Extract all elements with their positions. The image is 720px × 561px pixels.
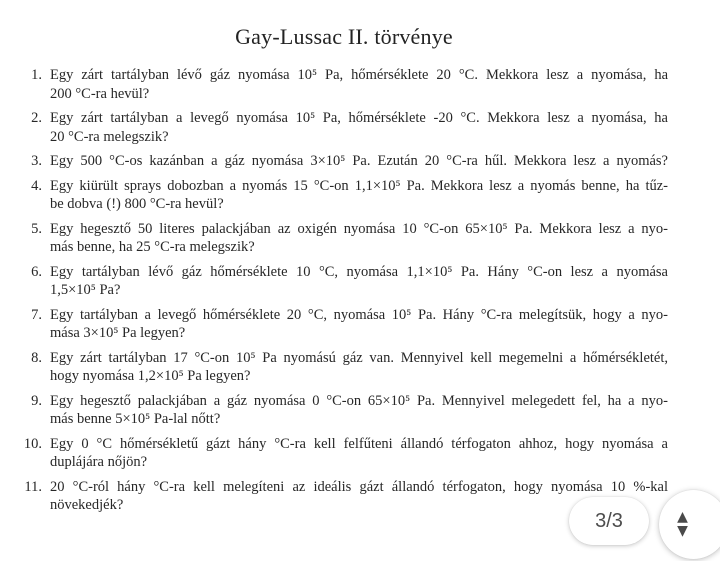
problem-number: 7. [31, 306, 42, 323]
problem-item-10 [0, 435, 668, 472]
problem-text-line: Egy zárt tartályban 17 °C-on 10⁵ Pa nyomású gáz van. Mennyivel kell megemelni a hőmérsékletét, [50, 349, 668, 366]
problem-item-2 [0, 109, 668, 146]
problem-number: 11. [24, 478, 42, 495]
problem-text-line: mása 3×10⁵ Pa legyen? [50, 325, 186, 341]
problem-number: 3. [31, 153, 42, 169]
problem-text-line: Egy 500 °C-os kazánban a gáz nyomása 3×10⁵ Pa. Ezután 20 °C-ra hűl. Mekkora lesz a nyomás? [50, 153, 668, 169]
problem-text-line: növekedjék? [50, 497, 124, 513]
problem-text [50, 392, 668, 429]
problem-item-5 [0, 220, 668, 257]
problem-text [50, 152, 668, 171]
problem-text-line: Egy 0 °C hőmérsékletű gázt hány °C-ra kell felfűteni állandó térfogaton ahhoz, hogy nyomása a [50, 435, 668, 452]
problem-number: 6. [31, 263, 42, 280]
problem-text [50, 220, 668, 257]
problem-text-line: hogy nyomása 1,2×10⁵ Pa legyen? [50, 368, 251, 384]
page-indicator-label: 3/3 [595, 509, 623, 532]
problem-number: 2. [31, 110, 42, 126]
problem-text [50, 306, 668, 343]
problem-text-line: Egy hegesztő 50 literes palackjában az oxigén nyomása 10 °C-on 65×10⁵ Pa. Mekkora lesz a nyo- [50, 220, 668, 237]
problem-text-line: 1,5×10⁵ Pa? [50, 282, 121, 298]
problem-text-line: más benne 5×10⁵ Pa-lal nőtt? [50, 411, 221, 427]
problem-list [0, 66, 668, 515]
problem-number: 4. [31, 177, 42, 194]
problem-text-line: más benne, ha 25 °C-ra melegszik? [50, 239, 255, 255]
problem-text [50, 263, 668, 300]
problem-text-line: 20 °C-ról hány °C-ra kell melegíteni az ideális gázt állandó térfogaton, hogy nyomása 10 %-kal [50, 478, 668, 495]
problem-item-7 [0, 306, 668, 343]
problem-text-line: 20 °C-ra melegszik? [50, 128, 169, 145]
problem-text-line: 200 °C-ra hevül? [50, 85, 150, 102]
problem-text-line: Egy tartályban a levegő hőmérséklete 20 °C, nyomása 10⁵ Pa. Hány °C-ra melegítsük, hogy a nyo- [50, 306, 668, 323]
problem-number: 5. [31, 220, 42, 237]
problem-text-line: Egy kiürült sprays dobozban a nyomás 15 °C-on 1,1×10⁵ Pa. Mekkora lesz a nyomás benne, ha tűz- [50, 177, 668, 194]
problem-text-line: duplájára nőjön? [50, 454, 148, 470]
problem-text-line: be dobva (!) 800 °C-ra hevül? [50, 196, 224, 212]
problem-number: 10. [23, 435, 42, 452]
page-title: Gay-Lussac II. törvénye [235, 24, 453, 49]
problem-number: 9. [31, 392, 42, 409]
problem-item-9 [0, 392, 668, 429]
scroll-up-icon: ▲ [677, 509, 688, 525]
problem-text-line: Egy zárt tartályban lévő gáz nyomása 10⁵ Pa, hőmérséklete 20 °C. Mekkora lesz a nyomása, ha [50, 67, 668, 83]
problem-text-line: Egy hegesztő palackjában a gáz nyomása 0 °C-on 65×10⁵ Pa. Mennyivel melegedett fel, ha a nyo- [50, 392, 668, 409]
problem-text-line: Egy tartályban lévő gáz hőmérséklete 10 °C, nyomása 1,1×10⁵ Pa. Hány °C-on lesz a nyomása [50, 263, 668, 280]
problem-item-8 [0, 349, 668, 386]
scroll-down-icon: ▼ [677, 523, 688, 539]
problem-item-3 [0, 152, 668, 171]
problem-item-4 [0, 177, 668, 214]
problem-number: 8. [31, 349, 42, 366]
fast-scroll-handle[interactable] [659, 490, 720, 559]
problem-item-1 [0, 66, 668, 103]
problem-text [50, 177, 668, 214]
problem-item-11 [0, 478, 668, 515]
problem-text [50, 109, 668, 146]
problem-item-6 [0, 263, 668, 300]
problem-text [50, 66, 668, 103]
problem-text [50, 435, 668, 472]
problem-text-line: Egy zárt tartályban a levegő nyomása 10⁵ Pa, hőmérséklete -20 °C. Mekkora lesz a nyomása, ha [50, 110, 668, 126]
problem-number: 1. [31, 67, 42, 83]
problem-text [50, 349, 668, 386]
page-indicator-pill [569, 497, 649, 545]
